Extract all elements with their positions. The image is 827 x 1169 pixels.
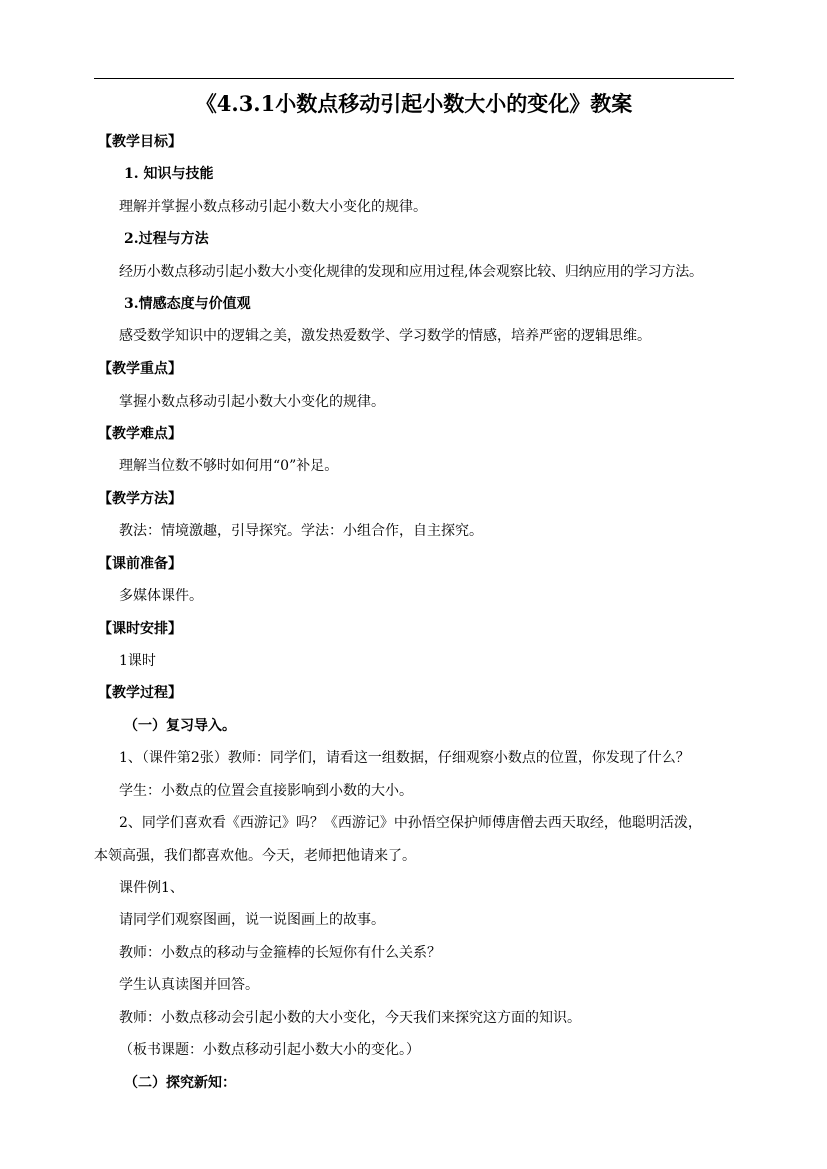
heading-key-points: 【教学重点】 [98, 361, 182, 377]
paragraph: 学生认真读图并回答。 [119, 977, 259, 993]
heading-teaching-goals: 【教学目标】 [98, 134, 182, 150]
paragraph: 教师：小数点的移动与金箍棒的长短你有什么关系？ [119, 945, 441, 961]
paragraph: 理解并掌握小数点移动引起小数大小变化的规律。 [119, 199, 427, 215]
paragraph: 教师：小数点移动会引起小数的大小变化，今天我们来探究这方面的知识。 [119, 1010, 581, 1026]
paragraph: 理解当位数不够时如何用“0”补足。 [119, 458, 339, 474]
paragraph: 1课时 [119, 653, 156, 669]
heading-difficulties: 【教学难点】 [98, 426, 182, 442]
paragraph: 课件例1、 [119, 880, 184, 896]
paragraph: 多媒体课件。 [119, 588, 203, 604]
paragraph: 请同学们观察图画，说一说图画上的故事。 [119, 912, 385, 928]
paragraph: 掌握小数点移动引起小数大小变化的规律。 [119, 394, 385, 410]
header-rule [94, 78, 734, 79]
subheading-explore-new: （二）探究新知： [124, 1075, 236, 1091]
subheading-review-intro: （一）复习导入。 [124, 718, 236, 734]
heading-preparation: 【课前准备】 [98, 556, 182, 572]
heading-teaching-process: 【教学过程】 [98, 685, 182, 701]
document-title: 《4.3.1小数点移动引起小数大小的变化》教案 [195, 91, 633, 116]
subheading-process-method: 2.过程与方法 [124, 231, 209, 247]
paragraph: 教法：情境激趣，引导探究。学法：小组合作，自主探究。 [119, 523, 483, 539]
heading-schedule: 【课时安排】 [98, 621, 182, 637]
paragraph: 经历小数点移动引起小数大小变化规律的发现和应用过程,体会观察比较、归纳应用的学习方法。 [119, 264, 703, 280]
paragraph: 学生：小数点的位置会直接影响到小数的大小。 [119, 783, 413, 799]
paragraph: 2、同学们喜欢看《西游记》吗？《西游记》中孙悟空保护师傅唐僧去西天取经，他聪明活泼， [119, 815, 702, 831]
heading-methods: 【教学方法】 [98, 491, 182, 507]
paragraph: （板书课题：小数点移动引起小数大小的变化。） [119, 1042, 420, 1058]
paragraph: 感受数学知识中的逻辑之美，激发热爱数学、学习数学的情感，培养严密的逻辑思维。 [119, 328, 651, 344]
paragraph: 1、（课件第2张）教师：同学们，请看这一组数据，仔细观察小数点的位置，你发现了什么？ [119, 750, 690, 766]
paragraph-continuation: 本领高强，我们都喜欢他。今天，老师把他请来了。 [94, 848, 416, 864]
subheading-knowledge-skills: 1. 知识与技能 [124, 166, 214, 182]
subheading-attitude-values: 3.情感态度与价值观 [124, 296, 251, 312]
